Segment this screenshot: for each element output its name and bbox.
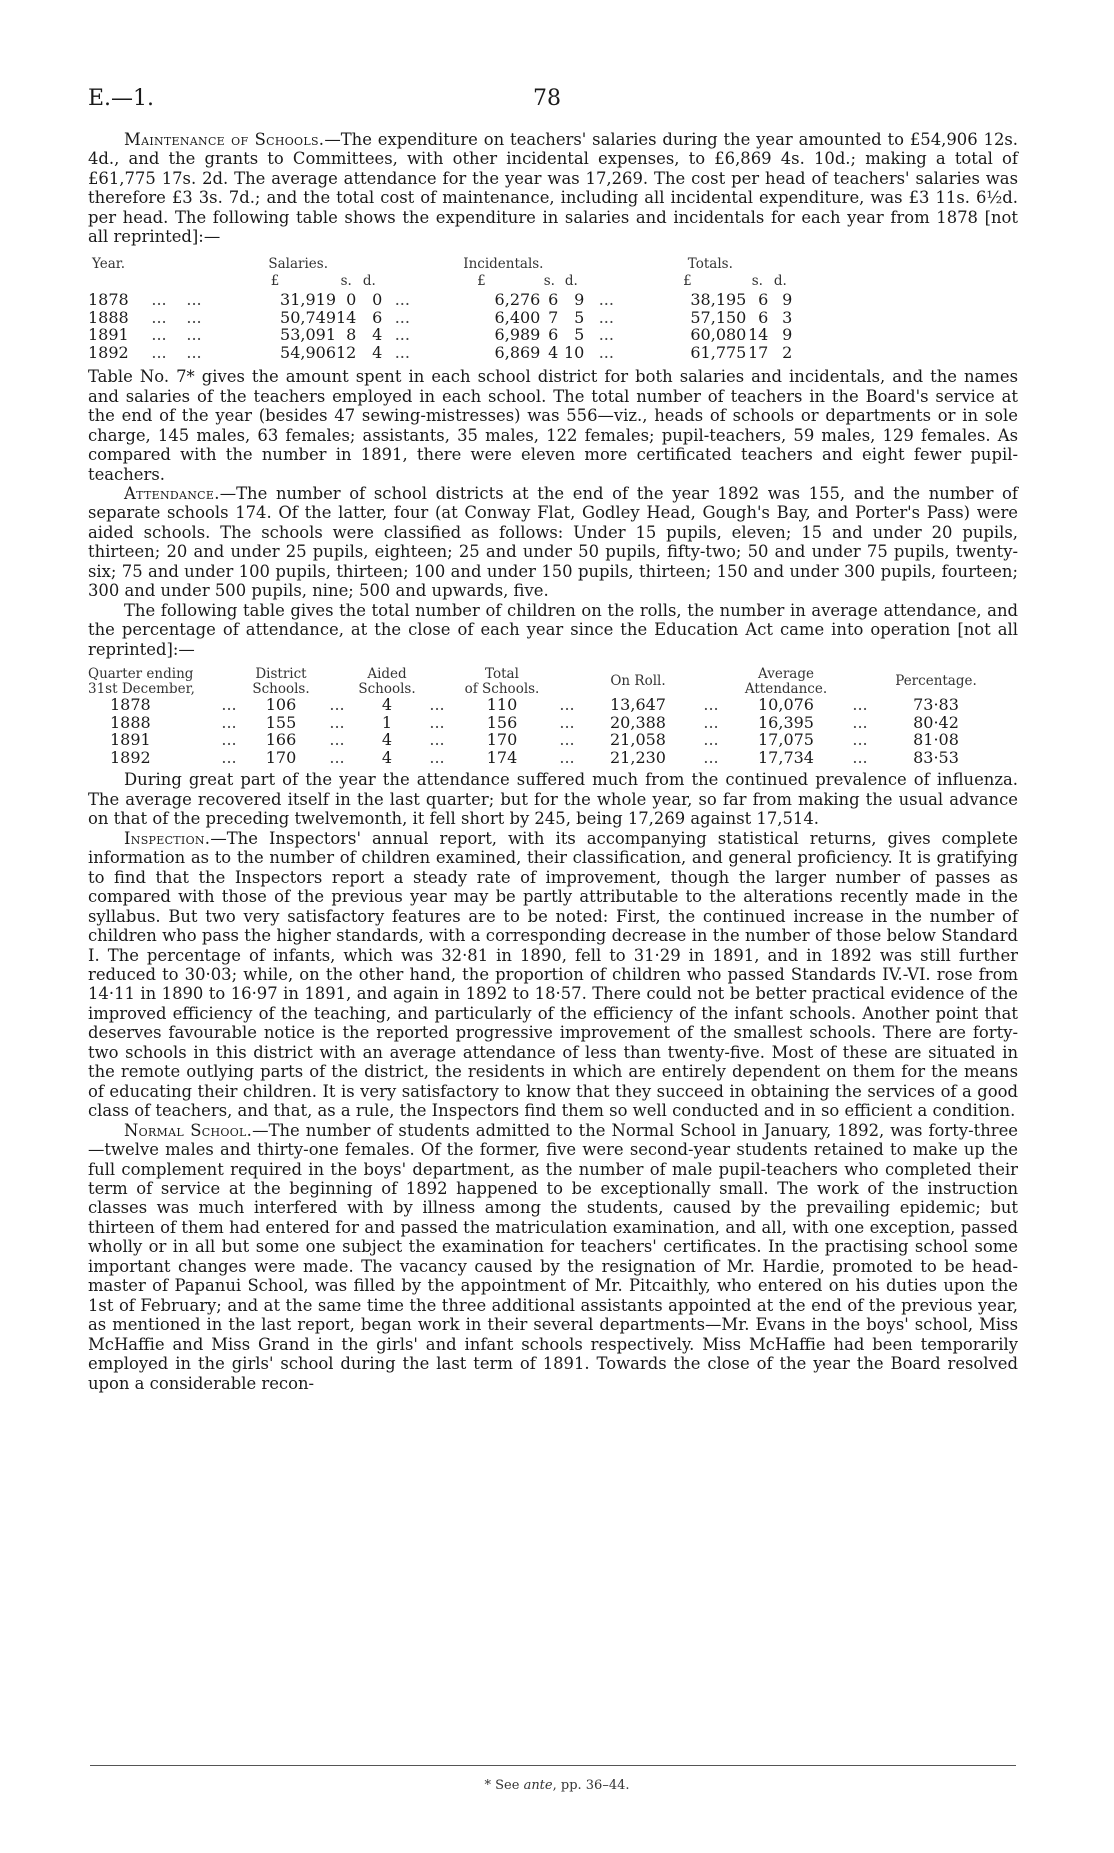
cell-incidentals-pounds: 6,989 <box>494 325 541 345</box>
cell-incidentals-pounds: 6,869 <box>494 342 541 362</box>
inspection-heading: Inspection. <box>124 828 211 848</box>
cell-on-roll: 21,058 <box>610 730 666 750</box>
cell-percentage: 83·53 <box>913 747 959 767</box>
cell-aided-schools: 4 <box>381 730 393 750</box>
header-total-line2: of Schools. <box>464 680 540 697</box>
cell-salaries-shillings: 8 <box>346 325 357 345</box>
leader-dots: ... <box>329 695 345 715</box>
leader-dots: ... <box>598 289 614 309</box>
cell-total-schools: 110 <box>486 695 518 715</box>
cell-salaries-pence: 0 <box>372 289 383 309</box>
leader-dots: ... <box>186 325 202 345</box>
leader-dots: ... <box>394 307 410 327</box>
leader-dots: ... <box>186 342 202 362</box>
influenza-paragraph: During great part of the year the attendance suffered much from the continued prevalence of influenza. The average recovered itself in the last quarter; but for the whole year, so far from making the usual advance on that of the preceding twelvemonth, it fell short by 245, being 17,269 against 17,514. <box>88 770 1018 829</box>
header-district-line2: Schools. <box>252 680 310 697</box>
leader-dots: ... <box>703 695 719 715</box>
header-aided-line2: Schools. <box>358 680 416 697</box>
leader-dots: ... <box>852 730 868 750</box>
footnote <box>0 1778 1114 1793</box>
cell-totals-pence: 2 <box>782 342 793 362</box>
table7-paragraph: Table No. 7* gives the amount spent in each school district for both salaries and incidentals, and the names and salaries of the teachers employed in each school. The total number of teachers in the Board's service at the end of the year (besides 47 sewing-mistresses) was 556—viz., heads of schools or departments or in sole charge, 145 males, 63 females; assistants, 35 males, 122 females; pupil-teachers, 59 males, 129 females. As compared with the number in 1891, there were eleven more certificated teachers and eight fewer pupil-teachers. <box>88 367 1018 484</box>
leader-dots: ... <box>151 289 167 309</box>
cell-incidentals-shillings: 6 <box>548 289 559 309</box>
attendance-table <box>88 667 990 766</box>
header-salaries: Salaries. <box>268 255 328 272</box>
cell-incidentals-shillings: 7 <box>548 307 559 327</box>
leader-dots: ... <box>429 695 445 715</box>
cell-average-attendance: 17,075 <box>758 730 814 750</box>
unit-shillings: s. <box>543 273 555 290</box>
cell-year: 1878 <box>110 695 151 715</box>
cell-salaries-pounds: 31,919 <box>280 289 336 309</box>
cell-on-roll: 20,388 <box>610 712 666 732</box>
unit-pence: d. <box>362 273 376 290</box>
cell-total-schools: 174 <box>486 747 518 767</box>
leader-dots: ... <box>394 342 410 362</box>
header-quarter-line1: Quarter ending <box>88 666 194 683</box>
expenditure-row <box>88 309 792 327</box>
cell-total-schools: 156 <box>486 712 518 732</box>
cell-totals-shillings: 14 <box>748 325 769 345</box>
cell-aided-schools: 4 <box>381 747 393 767</box>
expenditure-units-row <box>88 273 792 291</box>
cell-total-schools: 170 <box>486 730 518 750</box>
leader-dots: ... <box>598 342 614 362</box>
cell-totals-pounds: 60,080 <box>690 325 747 345</box>
cell-totals-pence: 9 <box>782 325 793 345</box>
leader-dots: ... <box>394 325 410 345</box>
cell-incidentals-shillings: 6 <box>548 325 559 345</box>
cell-year: 1891 <box>88 325 129 345</box>
cell-aided-schools: 4 <box>381 695 393 715</box>
cell-district-schools: 155 <box>265 712 297 732</box>
cell-salaries-pence: 4 <box>372 325 383 345</box>
header-quarter-line2: 31st December, <box>88 680 195 697</box>
cell-district-schools: 166 <box>265 730 297 750</box>
page-header <box>88 86 1018 116</box>
leader-dots: ... <box>703 747 719 767</box>
normal-school-paragraph <box>88 1121 1018 1393</box>
cell-totals-shillings: 6 <box>758 289 769 309</box>
cell-salaries-shillings: 0 <box>346 289 357 309</box>
maintenance-paragraph <box>88 130 1018 247</box>
leader-dots: ... <box>151 307 167 327</box>
cell-incidentals-pence: 9 <box>574 289 585 309</box>
leader-dots: ... <box>394 289 410 309</box>
leader-dots: ... <box>151 342 167 362</box>
cell-totals-pence: 9 <box>782 289 793 309</box>
attendance-row <box>88 731 990 749</box>
expenditure-header-row <box>88 256 792 274</box>
cell-salaries-shillings: 14 <box>336 307 357 327</box>
leader-dots: ... <box>429 730 445 750</box>
attendance-header-row <box>88 667 990 696</box>
cell-salaries-pence: 6 <box>372 307 383 327</box>
attendance-heading: Attendance. <box>124 484 220 503</box>
leader-dots: ... <box>186 307 202 327</box>
footnote-divider <box>90 1765 1016 1766</box>
cell-incidentals-pounds: 6,400 <box>494 307 541 327</box>
leader-dots: ... <box>852 712 868 732</box>
header-total-line1: Total <box>485 666 519 683</box>
header-aided-line1: Aided <box>367 666 407 683</box>
header-incidentals: Incidentals. <box>463 255 544 272</box>
cell-aided-schools: 1 <box>381 712 393 732</box>
leader-dots: ... <box>186 289 202 309</box>
cell-year: 1891 <box>110 730 151 750</box>
cell-average-attendance: 16,395 <box>758 712 814 732</box>
cell-totals-pence: 3 <box>782 307 793 327</box>
cell-year: 1878 <box>88 289 129 309</box>
header-average-line2: Attendance. <box>744 680 828 697</box>
cell-salaries-pence: 4 <box>372 342 383 362</box>
unit-pounds: £ <box>683 273 692 290</box>
cell-salaries-pounds: 53,091 <box>280 325 336 345</box>
footnote-ante: ante <box>523 1778 553 1793</box>
cell-year: 1892 <box>88 342 129 362</box>
header-year: Year. <box>92 255 126 272</box>
cell-average-attendance: 17,734 <box>758 747 814 767</box>
unit-pounds: £ <box>270 273 280 290</box>
header-average-attendance <box>734 667 838 696</box>
header-totals: Totals. <box>687 255 733 272</box>
cell-salaries-shillings: 12 <box>336 342 357 362</box>
cell-percentage: 73·83 <box>913 695 959 715</box>
cell-year: 1888 <box>88 307 129 327</box>
unit-shillings: s. <box>340 273 352 290</box>
cell-totals-pounds: 61,775 <box>690 342 747 362</box>
cell-incidentals-pence: 10 <box>564 342 585 362</box>
cell-salaries-pounds: 50,749 <box>280 307 336 327</box>
leader-dots: ... <box>221 712 237 732</box>
leader-dots: ... <box>559 730 575 750</box>
leader-dots: ... <box>598 307 614 327</box>
expenditure-row <box>88 326 792 344</box>
header-on-roll: On Roll. <box>610 673 666 690</box>
attendance-row <box>88 749 990 767</box>
page-number: 78 <box>533 86 561 111</box>
leader-dots: ... <box>429 747 445 767</box>
cell-incidentals-shillings: 4 <box>548 342 559 362</box>
cell-totals-pounds: 38,195 <box>690 289 747 309</box>
header-district-line1: District <box>255 666 307 683</box>
report-reference: E.—1. <box>88 86 155 111</box>
expenditure-row <box>88 291 792 309</box>
attendance-paragraph <box>88 484 1018 601</box>
footnote-prefix: * See <box>484 1778 524 1793</box>
leader-dots: ... <box>329 747 345 767</box>
attendance-row <box>88 714 990 732</box>
attendance-table-intro: The following table gives the total number of children on the rolls, the number in average attendance, and the percentage of attendance, at the close of each year since the Education Act came into operation [not all reprinted]:— <box>88 600 1018 659</box>
cell-totals-shillings: 17 <box>748 342 769 362</box>
cell-incidentals-pence: 5 <box>574 307 585 327</box>
maintenance-text: —The expenditure on teachers' salaries during the year amounted to £54,906 12s. 4d., and the grants to Committees, with other incidental expenses, to £6,869 4s. 10d.; making a total of £61,775 17s. 2d. The average attendance for the year was 17,269. The cost per head of teachers' salaries was therefore £3 3s. 7d.; and the total cost of maintenance, including all incidental expenditure, was £3 11s. 6½d. per head. The following table shows the expenditure in salaries and incidentals for each year from 1878 [not all reprinted]:— <box>88 130 1018 247</box>
cell-year: 1888 <box>110 712 151 732</box>
normal-school-text: —The number of students admitted to the Normal School in January, 1892, was forty-three—twelve males and thirty-one females. Of the former, five were second-year students retained to make up the full complement required in the boys' department, as the number of male pupil-teachers who completed their term of service at the beginning of 1892 happened to be exceptionally small. The work of the instruction classes was much interfered with by illness among the students, caused by the prevailing epidemic; but thirteen of them had entered for and passed the matriculation examination, and all, with one exception, passed wholly or in all but some one subject the examination for teachers' certificates. In the practising school some important changes were made. The vacancy caused by the resignation of Mr. Hardie, promoted to be head-master of Papanui School, was filled by the appointment of Mr. Pitcaithly, who entered on his duties upon the 1st of February; and at the same time the three additional assistants appointed at the end of the previous year, as mentioned in the last report, began work in their several departments—Mr. Evans in the boys' school, Miss McHaffie and Miss Grand in the girls' and infant schools respectively. Miss McHaffie had been temporarily employed in the girls' school during the last term of 1891. Towards the close of the year the Board resolved upon a considerable recon- <box>88 1120 1018 1393</box>
leader-dots: ... <box>221 695 237 715</box>
unit-pounds: £ <box>477 273 486 290</box>
leader-dots: ... <box>598 325 614 345</box>
header-district-schools <box>246 667 316 696</box>
cell-on-roll: 13,647 <box>610 695 666 715</box>
cell-on-roll: 21,230 <box>610 747 666 767</box>
cell-totals-pounds: 57,150 <box>690 307 747 327</box>
leader-dots: ... <box>703 712 719 732</box>
leader-dots: ... <box>559 747 575 767</box>
normal-school-heading: Normal School. <box>124 1120 253 1140</box>
cell-percentage: 81·08 <box>913 730 959 750</box>
attendance-row <box>88 696 990 714</box>
expenditure-table <box>88 256 792 362</box>
maintenance-heading: Maintenance of Schools. <box>124 130 325 149</box>
unit-pence: d. <box>564 273 578 290</box>
header-average-line1: Average <box>758 666 814 683</box>
leader-dots: ... <box>852 747 868 767</box>
inspection-text: —The Inspectors' annual report, with its accompanying statistical returns, gives complete information as to the number of children examined, their classification, and general proficiency. It is gratifying to find that the Inspectors report a steady rate of improvement, though the larger number of passes as compared with those of the previous year may be partly attributable to the alterations recently made in the syllabus. But two very satisfactory features are to be noted: First, the continued increase in the number of children who pass the higher standards, with a corresponding decrease in the number of those below Standard I. The percentage of infants, which was 32·81 in 1890, fell to 31·29 in 1891, and in 1892 was still further reduced to 30·03; while, on the other hand, the proportion of children who passed Standards IV.-VI. rose from 14·11 in 1890 to 16·97 in 1891, and again in 1892 to 18·57. There could not be better practical evidence of the improved efficiency of the teaching, and particularly of the efficiency of the infant schools. Another point that deserves favourable notice is the reported progressive improvement of the smallest schools. There are forty-two schools in this district with an average attendance of less than twenty-five. Most of these are situated in the remote outlying parts of the district, the residents in which are entirely dependent on them for the means of educating their children. It is very satisfactory to know that they succeed in obtaining the services of a good class of teachers, and that, as a rule, the Inspectors find them so well conducted and in so efficient a condition. <box>88 828 1018 1121</box>
leader-dots: ... <box>329 730 345 750</box>
header-quarter <box>88 667 212 696</box>
inspection-paragraph <box>88 829 1018 1121</box>
leader-dots: ... <box>221 747 237 767</box>
expenditure-row <box>88 344 792 362</box>
leader-dots: ... <box>852 695 868 715</box>
cell-incidentals-pence: 5 <box>574 325 585 345</box>
document-body <box>88 130 1018 1393</box>
leader-dots: ... <box>151 325 167 345</box>
cell-incidentals-pounds: 6,276 <box>494 289 541 309</box>
leader-dots: ... <box>703 730 719 750</box>
cell-percentage: 80·42 <box>913 712 959 732</box>
unit-shillings: s. <box>751 273 763 290</box>
header-aided-schools <box>358 667 416 696</box>
cell-average-attendance: 10,076 <box>758 695 814 715</box>
leader-dots: ... <box>429 712 445 732</box>
cell-year: 1892 <box>110 747 151 767</box>
cell-salaries-pounds: 54,906 <box>280 342 336 362</box>
header-percentage: Percentage. <box>895 673 977 690</box>
leader-dots: ... <box>221 730 237 750</box>
leader-dots: ... <box>559 695 575 715</box>
cell-district-schools: 106 <box>265 695 297 715</box>
cell-totals-shillings: 6 <box>758 307 769 327</box>
header-total-schools <box>458 667 546 696</box>
attendance-text: —The number of school districts at the end of the year 1892 was 155, and the number of separate schools 174. Of the latter, four (at Conway Flat, Godley Head, Gough's Bay, and Porter's Pass) were aided schools. The schools were classified as follows: Under 15 pupils, eleven; 15 and under 20 pupils, thirteen; 20 and under 25 pupils, eighteen; 25 and under 50 pupils, fifty-two; 50 and under 75 pupils, twenty-six; 75 and under 100 pupils, thirteen; 100 and under 150 pupils, thirteen; 150 and under 300 pupils, fourteen; 300 and under 500 pupils, nine; 500 and upwards, five. <box>88 484 1018 601</box>
leader-dots: ... <box>329 712 345 732</box>
footnote-suffix: , pp. 36–44. <box>552 1778 630 1793</box>
cell-district-schools: 170 <box>265 747 297 767</box>
leader-dots: ... <box>559 712 575 732</box>
unit-pence: d. <box>773 273 787 290</box>
